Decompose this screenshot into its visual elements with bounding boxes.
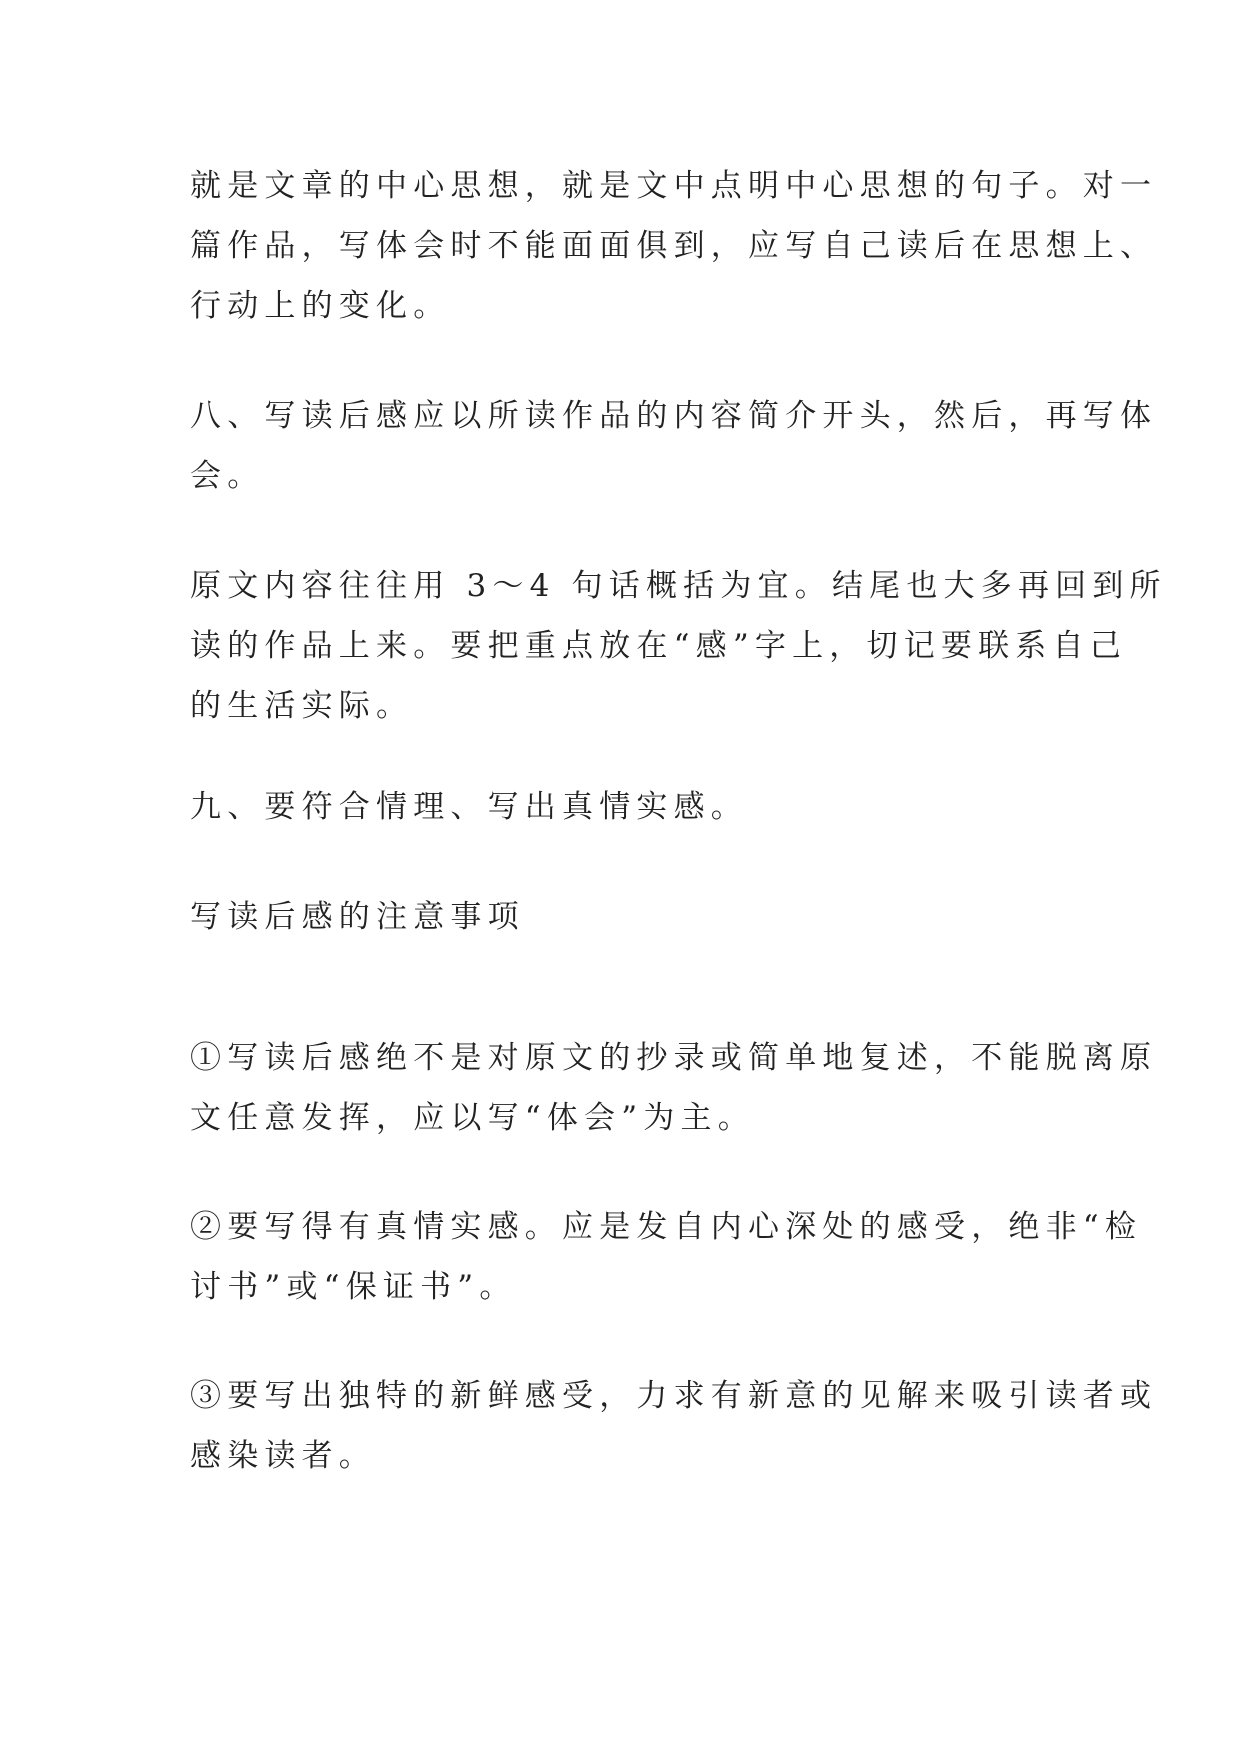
text-line: 会。 (190, 458, 265, 494)
text-line: ①写读后感绝不是对原文的抄录或简单地复述，不能脱离原 (190, 1040, 1158, 1076)
text-line: 行动上的变化。 (190, 288, 451, 324)
paragraph-point-eight (190, 386, 1158, 506)
text-line: 讨书”或“保证书”。 (190, 1269, 517, 1305)
text-line: 写读后感的注意事项 (190, 899, 525, 935)
text-line: 九、要符合情理、写出真情实感。 (190, 789, 748, 825)
paragraph-summary-guidance (190, 556, 1167, 736)
paragraph-central-idea-continued (190, 156, 1158, 336)
paragraph-point-nine (190, 777, 1070, 837)
note-item-three (190, 1366, 1158, 1486)
text-line: 读的作品上来。要把重点放在“感”字上，切记要联系自己 (190, 628, 1127, 664)
text-line: 原文内容往往用 3～4 句话概括为宜。结尾也大多再回到所 (190, 568, 1167, 604)
text-line: 八、写读后感应以所读作品的内容简介开头，然后，再写体 (190, 398, 1158, 434)
text-line: 篇作品，写体会时不能面面俱到，应写自己读后在思想上、 (190, 228, 1158, 264)
note-item-one (190, 1028, 1158, 1148)
text-line: 就是文章的中心思想，就是文中点明中心思想的句子。对一 (190, 168, 1158, 204)
text-line: 文任意发挥，应以写“体会”为主。 (190, 1100, 755, 1136)
text-line: 感染读者。 (190, 1438, 376, 1474)
text-line: ②要写得有真情实感。应是发自内心深处的感受，绝非“检 (190, 1209, 1143, 1245)
text-line: 的生活实际。 (190, 688, 414, 724)
note-item-two (190, 1197, 1143, 1317)
section-heading-notes (190, 887, 1070, 947)
text-line: ③要写出独特的新鲜感受，力求有新意的见解来吸引读者或 (190, 1378, 1158, 1414)
